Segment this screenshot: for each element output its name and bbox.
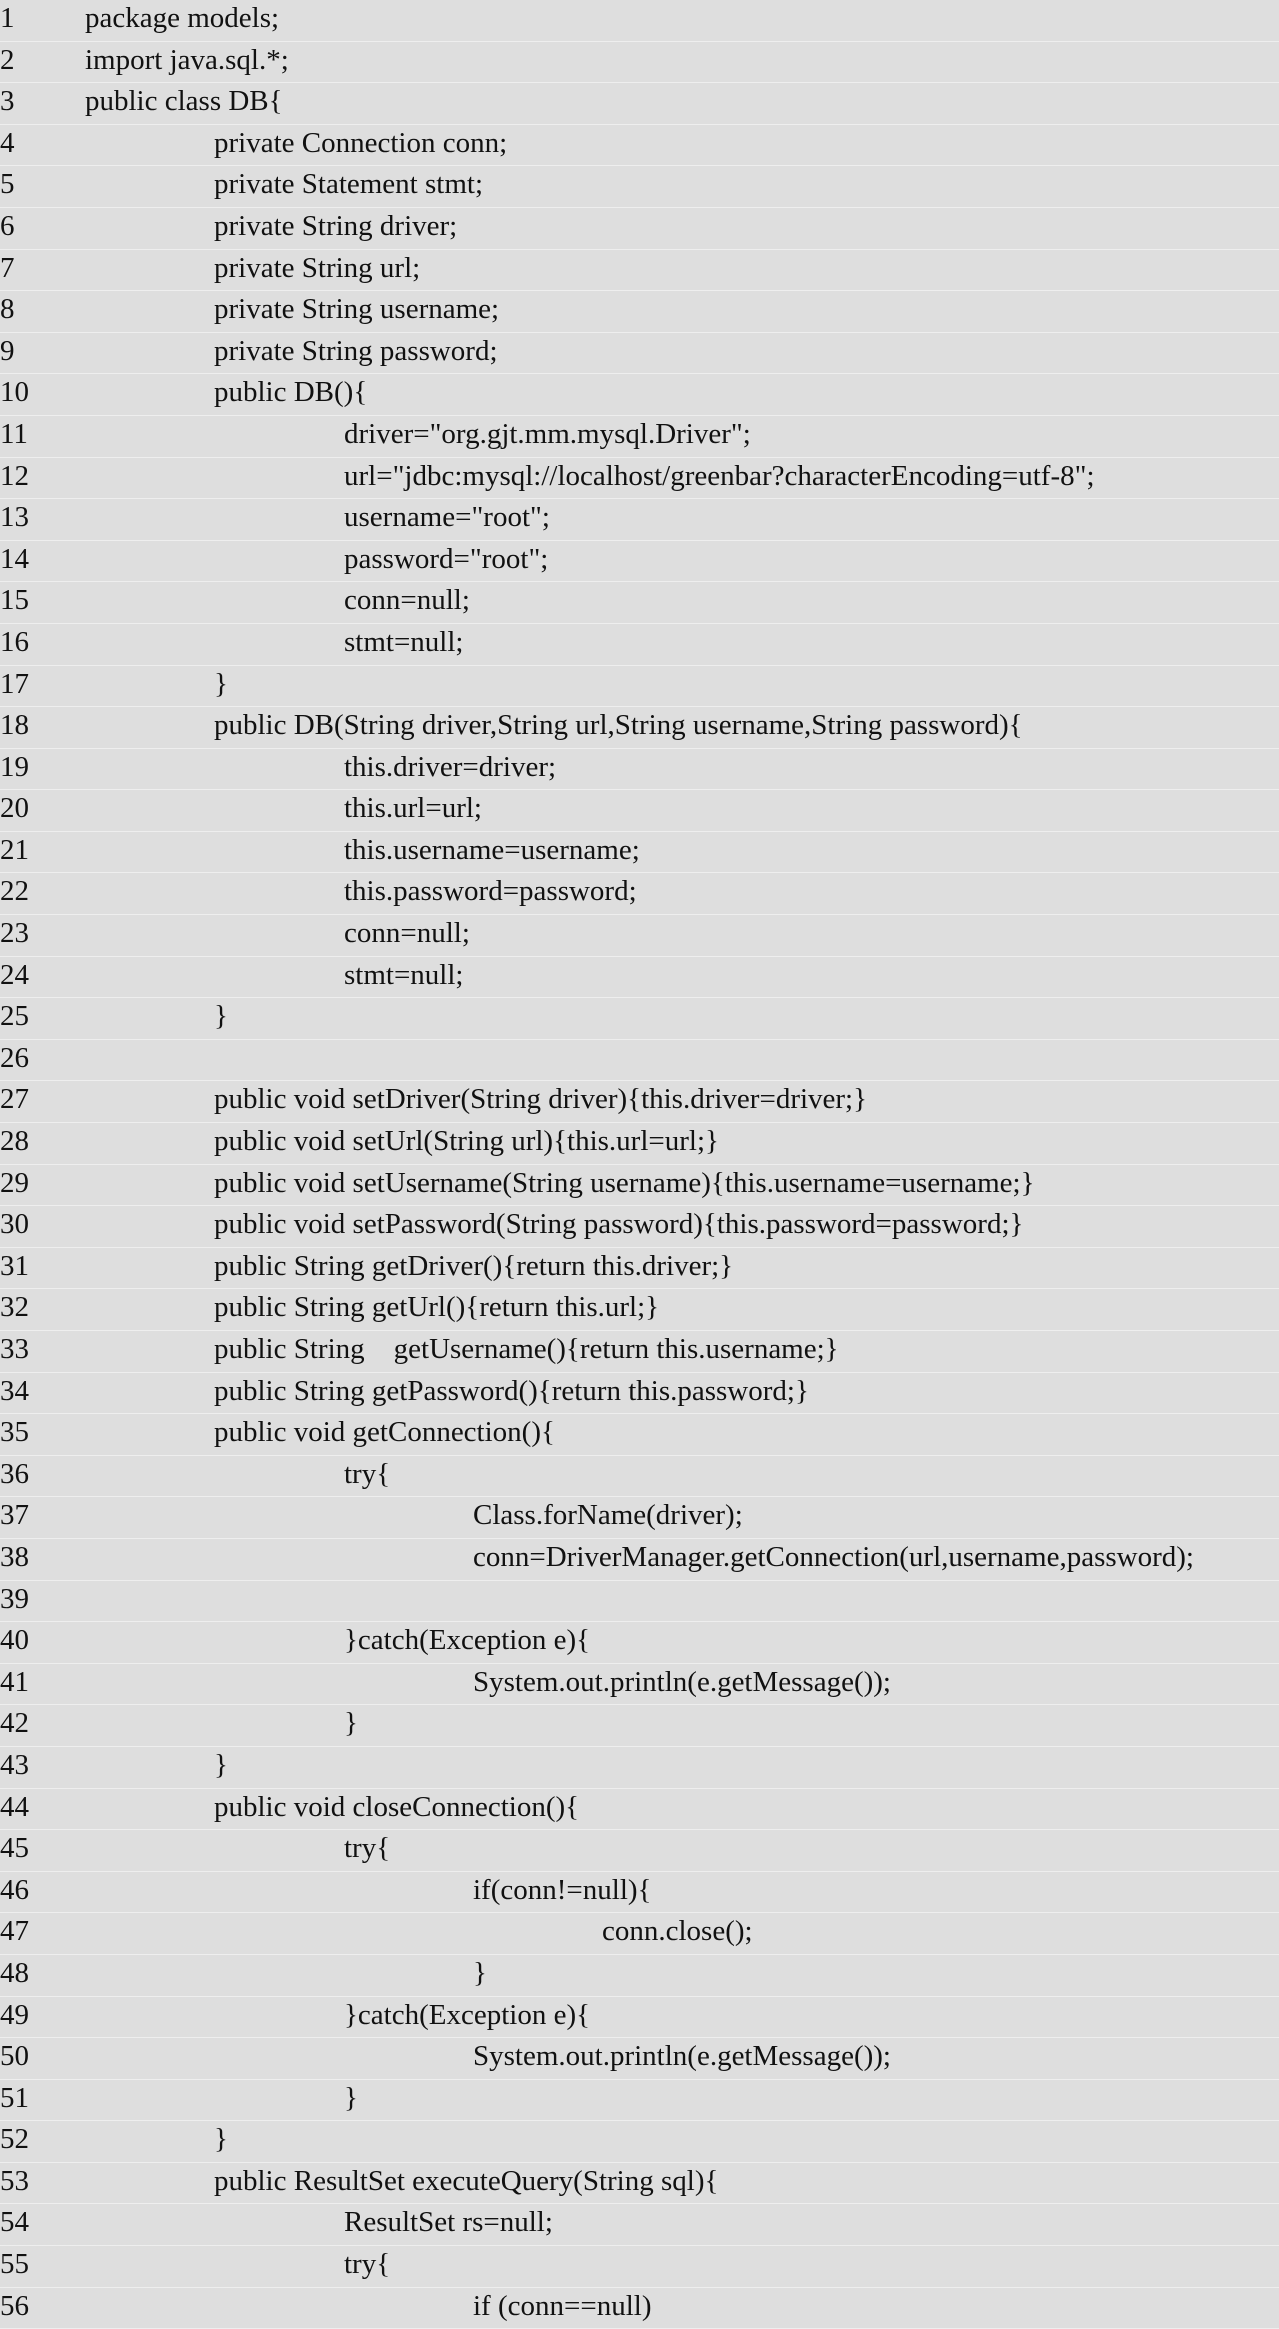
line-number: 11 xyxy=(0,417,28,450)
code-line xyxy=(0,1705,1279,1747)
code-line xyxy=(0,1747,1279,1789)
code-line xyxy=(0,582,1279,624)
line-number: 34 xyxy=(0,1374,29,1407)
code-line xyxy=(0,1997,1279,2039)
line-code: conn=null; xyxy=(344,584,470,617)
line-code: private String driver; xyxy=(214,209,458,242)
code-line xyxy=(0,666,1279,708)
line-number: 37 xyxy=(0,1499,29,1532)
code-line xyxy=(0,1414,1279,1456)
code-line xyxy=(0,1789,1279,1831)
line-number: 31 xyxy=(0,1249,29,1282)
line-number: 27 xyxy=(0,1083,29,1116)
code-line xyxy=(0,957,1279,999)
code-line xyxy=(0,1373,1279,1415)
code-line xyxy=(0,1830,1279,1872)
line-code: this.url=url; xyxy=(344,792,482,825)
code-line xyxy=(0,374,1279,416)
code-line xyxy=(0,0,1279,42)
code-line xyxy=(0,2204,1279,2246)
code-line xyxy=(0,458,1279,500)
line-number: 21 xyxy=(0,833,29,866)
code-line xyxy=(0,1539,1279,1581)
line-code: this.password=password; xyxy=(344,875,637,908)
code-line xyxy=(0,2288,1279,2329)
code-line xyxy=(0,1165,1279,1207)
code-line xyxy=(0,624,1279,666)
code-line xyxy=(0,250,1279,292)
code-line xyxy=(0,1456,1279,1498)
line-code: import java.sql.*; xyxy=(85,43,289,76)
code-line xyxy=(0,333,1279,375)
code-line xyxy=(0,1248,1279,1290)
line-code: this.driver=driver; xyxy=(344,750,557,783)
line-number: 39 xyxy=(0,1582,29,1615)
line-code: } xyxy=(214,2123,228,2156)
code-line xyxy=(0,1872,1279,1914)
line-code: } xyxy=(214,667,228,700)
code-line xyxy=(0,707,1279,749)
line-number: 42 xyxy=(0,1707,29,1740)
line-number: 38 xyxy=(0,1540,29,1573)
line-code: stmt=null; xyxy=(344,625,464,658)
code-line xyxy=(0,1123,1279,1165)
code-line xyxy=(0,1955,1279,1997)
line-code: conn=null; xyxy=(344,917,470,950)
line-code: } xyxy=(344,1707,358,1740)
line-code: public void setUrl(String url){this.url=url;} xyxy=(214,1125,719,1158)
line-code: try{ xyxy=(344,1457,391,1490)
line-code: if (conn==null) xyxy=(473,2289,652,2322)
line-number: 49 xyxy=(0,1998,29,2031)
code-line xyxy=(0,1289,1279,1331)
line-code: url="jdbc:mysql://localhost/greenbar?characterEncoding=utf-8"; xyxy=(344,459,1095,492)
code-line xyxy=(0,1040,1279,1082)
line-number: 18 xyxy=(0,709,29,742)
line-number: 54 xyxy=(0,2206,29,2239)
line-code: private String url; xyxy=(214,251,421,284)
line-code: conn.close(); xyxy=(602,1915,753,1948)
line-code: this.username=username; xyxy=(344,833,640,866)
code-line xyxy=(0,1622,1279,1664)
code-line xyxy=(0,42,1279,84)
line-number: 1 xyxy=(0,2,15,34)
line-number: 51 xyxy=(0,2081,29,2114)
code-line xyxy=(0,541,1279,583)
line-code: private String username; xyxy=(214,293,500,326)
line-number: 8 xyxy=(0,293,15,326)
line-number: 55 xyxy=(0,2248,29,2281)
line-code: private Statement stmt; xyxy=(214,168,484,201)
line-code: public class DB{ xyxy=(85,85,283,118)
line-number: 35 xyxy=(0,1416,29,1449)
line-code: System.out.println(e.getMessage()); xyxy=(473,1665,891,1698)
code-line xyxy=(0,291,1279,333)
line-number: 13 xyxy=(0,501,29,534)
code-line xyxy=(0,873,1279,915)
code-line xyxy=(0,83,1279,125)
line-number: 52 xyxy=(0,2123,29,2156)
line-number: 29 xyxy=(0,1166,29,1199)
code-line xyxy=(0,2163,1279,2205)
line-number: 30 xyxy=(0,1208,29,1241)
line-number: 20 xyxy=(0,792,29,825)
line-code: System.out.println(e.getMessage()); xyxy=(473,2040,891,2073)
code-line xyxy=(0,1581,1279,1623)
code-line xyxy=(0,2121,1279,2163)
code-line xyxy=(0,832,1279,874)
line-number: 22 xyxy=(0,875,29,908)
line-number: 26 xyxy=(0,1041,29,1074)
code-line xyxy=(0,749,1279,791)
line-code: public String getDriver(){return this.driver;} xyxy=(214,1249,734,1282)
line-code: } xyxy=(214,1000,228,1033)
line-number: 17 xyxy=(0,667,29,700)
line-code: package models; xyxy=(85,2,280,34)
line-code: public void getConnection(){ xyxy=(214,1416,555,1449)
line-number: 45 xyxy=(0,1832,29,1865)
line-number: 23 xyxy=(0,917,29,950)
line-code: conn=DriverManager.getConnection(url,username,password); xyxy=(473,1540,1194,1573)
line-number: 19 xyxy=(0,750,29,783)
line-number: 46 xyxy=(0,1873,29,1906)
line-code: public void closeConnection(){ xyxy=(214,1790,580,1823)
line-number: 41 xyxy=(0,1665,29,1698)
line-number: 28 xyxy=(0,1125,29,1158)
line-code: public DB(){ xyxy=(214,376,368,409)
code-line xyxy=(0,1913,1279,1955)
code-line xyxy=(0,499,1279,541)
code-line xyxy=(0,2246,1279,2288)
line-number: 33 xyxy=(0,1333,29,1365)
code-line xyxy=(0,125,1279,167)
line-number: 56 xyxy=(0,2289,29,2322)
line-code: Class.forName(driver); xyxy=(473,1499,743,1532)
code-line xyxy=(0,1081,1279,1123)
line-number: 5 xyxy=(0,168,15,201)
line-code: try{ xyxy=(344,2248,391,2281)
line-number: 7 xyxy=(0,251,15,284)
line-code: username="root"; xyxy=(344,501,550,534)
line-number: 53 xyxy=(0,2164,29,2197)
code-line xyxy=(0,1497,1279,1539)
line-code: public ResultSet executeQuery(String sql){ xyxy=(214,2164,719,2197)
line-number: 4 xyxy=(0,126,15,159)
line-code: if(conn!=null){ xyxy=(473,1873,652,1906)
code-line xyxy=(0,1331,1279,1373)
line-code: public void setUsername(String username){this.username=username;} xyxy=(214,1166,1035,1199)
line-number: 6 xyxy=(0,209,15,242)
line-code: try{ xyxy=(344,1832,391,1865)
line-number: 25 xyxy=(0,1000,29,1033)
line-number: 14 xyxy=(0,542,29,575)
line-code: public void setPassword(String password){this.password=password;} xyxy=(214,1208,1024,1241)
line-code: } xyxy=(214,1748,228,1781)
line-code: }catch(Exception e){ xyxy=(344,1998,591,2031)
code-line xyxy=(0,790,1279,832)
code-line xyxy=(0,166,1279,208)
line-number: 40 xyxy=(0,1624,29,1657)
code-line xyxy=(0,2080,1279,2122)
line-code: password="root"; xyxy=(344,542,549,575)
line-number: 10 xyxy=(0,376,29,409)
line-number: 32 xyxy=(0,1291,29,1324)
line-code: }catch(Exception e){ xyxy=(344,1624,591,1657)
line-code: private String password; xyxy=(214,334,498,367)
line-code: public void setDriver(String driver){this.driver=driver;} xyxy=(214,1083,868,1116)
code-line xyxy=(0,1664,1279,1706)
line-code: public String getPassword(){return this.password;} xyxy=(214,1374,809,1407)
line-code: ResultSet rs=null; xyxy=(344,2206,553,2239)
line-number: 44 xyxy=(0,1790,29,1823)
line-number: 9 xyxy=(0,334,15,367)
line-code: } xyxy=(344,2081,358,2114)
line-number: 15 xyxy=(0,584,29,617)
code-line xyxy=(0,416,1279,458)
line-number: 36 xyxy=(0,1457,29,1490)
line-code: public String getUsername(){return this.username;} xyxy=(214,1333,839,1365)
line-number: 50 xyxy=(0,2040,29,2073)
line-number: 3 xyxy=(0,85,15,118)
line-number: 48 xyxy=(0,1956,29,1989)
code-line xyxy=(0,998,1279,1040)
line-number: 12 xyxy=(0,459,29,492)
code-line xyxy=(0,915,1279,957)
line-number: 43 xyxy=(0,1748,29,1781)
line-code: public DB(String driver,String url,String username,String password){ xyxy=(214,709,1023,742)
line-number: 47 xyxy=(0,1915,29,1948)
line-code: private Connection conn; xyxy=(214,126,508,159)
line-number: 16 xyxy=(0,625,29,658)
line-number: 24 xyxy=(0,958,29,991)
line-code: public String getUrl(){return this.url;} xyxy=(214,1291,660,1324)
code-line xyxy=(0,1206,1279,1248)
code-line xyxy=(0,2038,1279,2080)
line-number: 2 xyxy=(0,43,15,76)
line-code: driver="org.gjt.mm.mysql.Driver"; xyxy=(344,417,751,450)
code-line xyxy=(0,208,1279,250)
line-code: stmt=null; xyxy=(344,958,464,991)
line-code: } xyxy=(473,1956,487,1989)
